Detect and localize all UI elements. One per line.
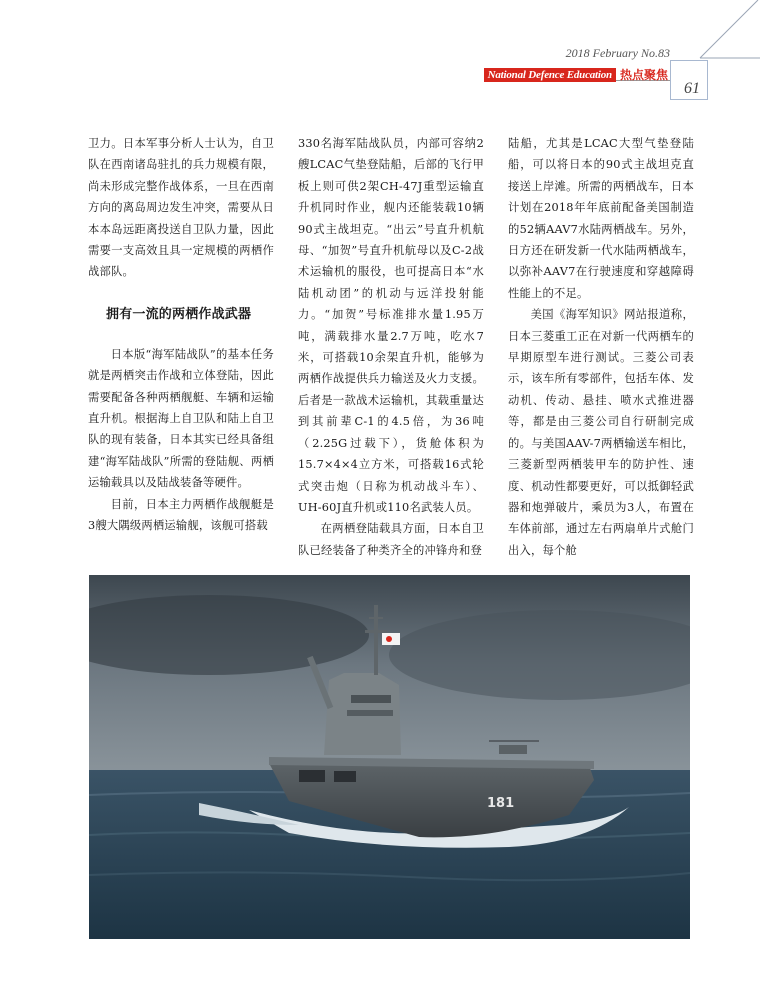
page-number: 61	[684, 80, 700, 97]
section-banner	[484, 66, 668, 83]
section-chinese-title: 热点聚焦	[619, 68, 668, 82]
warship-photo	[89, 575, 690, 939]
paragraph: 目前，日本主力两栖作战舰艇是3艘大隅级两栖运输舰，该舰可搭载	[88, 497, 274, 533]
section-heading: 拥有一流的两栖作战武器	[106, 306, 252, 322]
paragraph: 美国《海军知识》网站报道称，日本三菱重工正在对新一代两栖车的早期原型车进行测试。三菱公司表示，该车所有零部件，包括车体、发动机、传动、悬挂、喷水式推进器等，都是由三菱公司自行研制完成的。与美国AAV-7两栖输送车相比，三菱新型两栖装甲车的防护性、速度、机动性都要更好，可以抵御轻武器和炮弹破片，乘员为3人，布置在车体前部，通过左右两扇单片式舱门出入，每个舱	[508, 308, 694, 557]
paragraph: 陆船，尤其是LCAC大型气垫登陆船，可以将日本的90式主战坦克直接送上岸滩。所需的两栖战车，日本计划在2018年年底前配备美国制造的52辆AAV7水陆两栖战车。另外，日方还在研发新一代水陆两栖战车，以弥补AAV7在行驶速度和穿越障碍性能上的不足。	[508, 137, 694, 300]
text-column-2	[298, 133, 484, 561]
paragraph: 卫力。日本军事分析人士认为，自卫队在西南诸岛驻扎的兵力规模有限，尚未形成完整作战体系，一旦在西南方向的离岛周边发生冲突，需要从日本本岛远距离投送自卫队力量，因此需要一支高效且具一定规模的两栖作战部队。	[88, 137, 274, 279]
text-column-3	[508, 133, 694, 561]
issue-info: 2018 February No.83	[565, 46, 670, 60]
paragraph: 在两栖登陆载具方面，日本自卫队已经装备了种类齐全的冲锋舟和登	[298, 522, 484, 557]
paragraph: 330名海军陆战队员，内部可容纳2艘LCAC气垫登陆船，后部的飞行甲板上则可供2架CH-47J重型运输直升机同时作业，舰内还能装载10辆90式主战坦克。“出云”号直升机航母、“加贺”号直升机航母以及C-2战术运输机的服役，也可提高日本“水陆机动团”的机动与远洋投射能力。“加贺”号标准排水量1.95万吨，满载排水量2.7万吨，吃水7米，可搭载10余架直升机，能够为两栖作战提供兵力输送及火力支援。后者是一款战术运输机，其载重量达到其前辈C-1的4.5倍，为36吨（2.25G过载下），货舱体积为15.7×4×4立方米，可搭载16式轮式突击炮（日称为机动战斗车）、UH-60J直升机或110名武装人员。	[298, 137, 484, 514]
paragraph: 日本版“海军陆战队”的基本任务就是两栖突击作战和立体登陆，因此需要配备各种两栖舰艇、车辆和运输直升机。根据海上自卫队和陆上自卫队的现有装备，日本其实已经具备组建“海军陆战队”所需的登陆舰、两栖运输载具以及陆战装备等硬件。	[88, 347, 274, 490]
text-column-1	[88, 133, 274, 537]
section-english-title: National Defence Education	[484, 68, 616, 82]
hull-number: 181	[487, 796, 515, 811]
